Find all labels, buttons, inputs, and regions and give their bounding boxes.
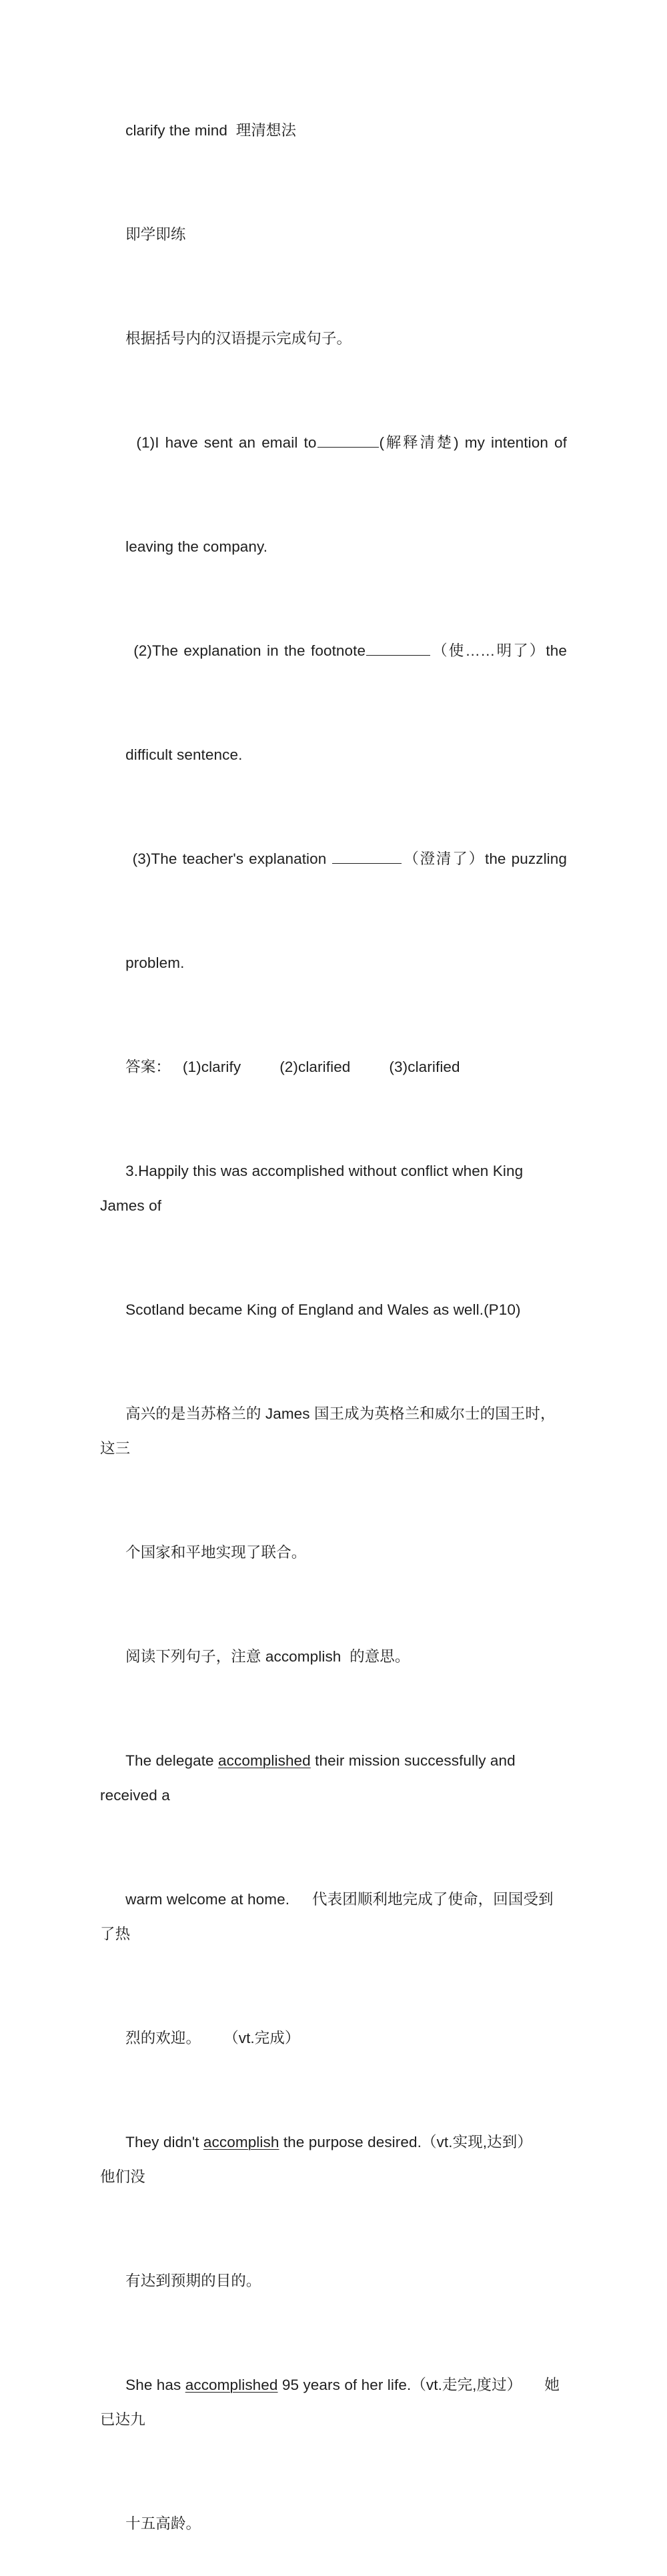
answer-key-item-3: (3)clarified [389,1059,460,1075]
example-1-chinese-text-1: 代表团顺利地完成了使命，回国受到了热 [100,1891,554,1942]
practice-instruction-text: 根据括号内的汉语提示完成句子。 [125,330,352,347]
example-3-chinese-tail: 她已达九 [100,2377,560,2428]
sentence-3-english-line-1 [100,1119,567,1258]
question-3-continuation-text: problem. [125,954,185,971]
question-1-line-2 [100,495,567,599]
sentence-3-chinese-text-1: 高兴的是当苏格兰的 James 国王成为英格兰和威尔士的国王时，这三 [100,1405,556,1457]
answer-key-item-2: (2)clarified [279,1059,351,1075]
question-3-prompt-part-1: (3)The teacher's explanation [132,850,332,867]
question-1-line-1 [100,391,567,495]
example-2-line-2 [100,2229,567,2333]
example-3-chinese-text: 十五高龄。 [125,2515,201,2532]
example-3-line-1 [100,2333,567,2472]
question-3-line-1 [100,807,567,911]
example-2-chinese-text: 有达到预期的目的。 [125,2273,261,2289]
question-2-continuation-text: difficult sentence. [125,746,243,763]
question-3-line-2 [100,911,567,1015]
example-1-keyword: accomplished [218,1752,311,1769]
example-1-line-3 [100,1986,567,2090]
example-1-chinese-text-2: 烈的欢迎。 [125,2030,201,2046]
example-2-line-1 [100,2090,567,2229]
question-1-prompt-part-1: (1)I have sent an email to [136,434,317,451]
answer-key-line [100,1015,567,1119]
example-1-prefix: The delegate [125,1752,219,1769]
example-2-chinese-tail: 他们没 [100,2168,145,2185]
question-1-prompt-part-2: (解释清楚) my intention of [379,434,568,451]
phrase-entry-text: clarify the mind 理清想法 [125,122,297,139]
question-2-line-2 [100,703,567,807]
question-2-prompt-part-2: （使……明了）the [431,642,567,659]
sentence-3-english-line-2 [100,1258,567,1362]
example-1-line-2 [100,1848,567,1986]
question-2-prompt-part-1: (2)The explanation in the footnote [133,642,366,659]
example-3-prefix: She has [125,2377,185,2393]
example-1-part-of-speech: （vt.完成） [223,2030,300,2046]
reading-instruction-text: 阅读下列句子，注意 accomplish 的意思。 [125,1648,410,1665]
document-content [100,79,567,2576]
example-2-prefix: They didn't [125,2134,203,2150]
example-1-suffix: their mission successfully and received a [100,1752,520,1804]
practice-instruction-line [100,287,567,391]
answer-key-item-1: (1)clarify [182,1059,241,1075]
sentence-3-chinese-text-2: 个国家和平地实现了联合。 [125,1544,307,1561]
question-3-prompt-part-2: （澄清了）the puzzling [402,850,567,867]
answer-key-label: 答案： [125,1059,171,1075]
example-1-line-1 [100,1709,567,1848]
question-3-blank[interactable] [332,849,402,864]
example-3-keyword: accomplished [185,2377,278,2393]
example-2-suffix: the purpose desired.（vt.实现,达到） [279,2134,532,2150]
question-2-line-1 [100,599,567,703]
question-1-blank[interactable] [317,433,379,448]
reading-instruction-line [100,1605,567,1709]
question-2-blank[interactable] [366,641,430,656]
sentence-3-chinese-line-2 [100,1501,567,1605]
question-1-continuation-text: leaving the company. [125,538,268,555]
example-3-line-2 [100,2472,567,2576]
practice-heading-line [100,183,567,287]
example-2-keyword: accomplish [203,2134,279,2150]
practice-heading-text: 即学即练 [125,226,186,243]
sentence-3-english-text-2: Scotland became King of England and Wales as well.(P10) [125,1301,521,1318]
sentence-3-chinese-line-1 [100,1362,567,1501]
example-1-english-tail: warm welcome at home. [125,1891,290,1908]
example-3-suffix: 95 years of her life.（vt.走完,度过） [277,2377,522,2393]
phrase-entry-line [100,79,567,183]
sentence-3-english-text-1: 3.Happily this was accomplished without conflict when King James of [100,1163,528,1214]
